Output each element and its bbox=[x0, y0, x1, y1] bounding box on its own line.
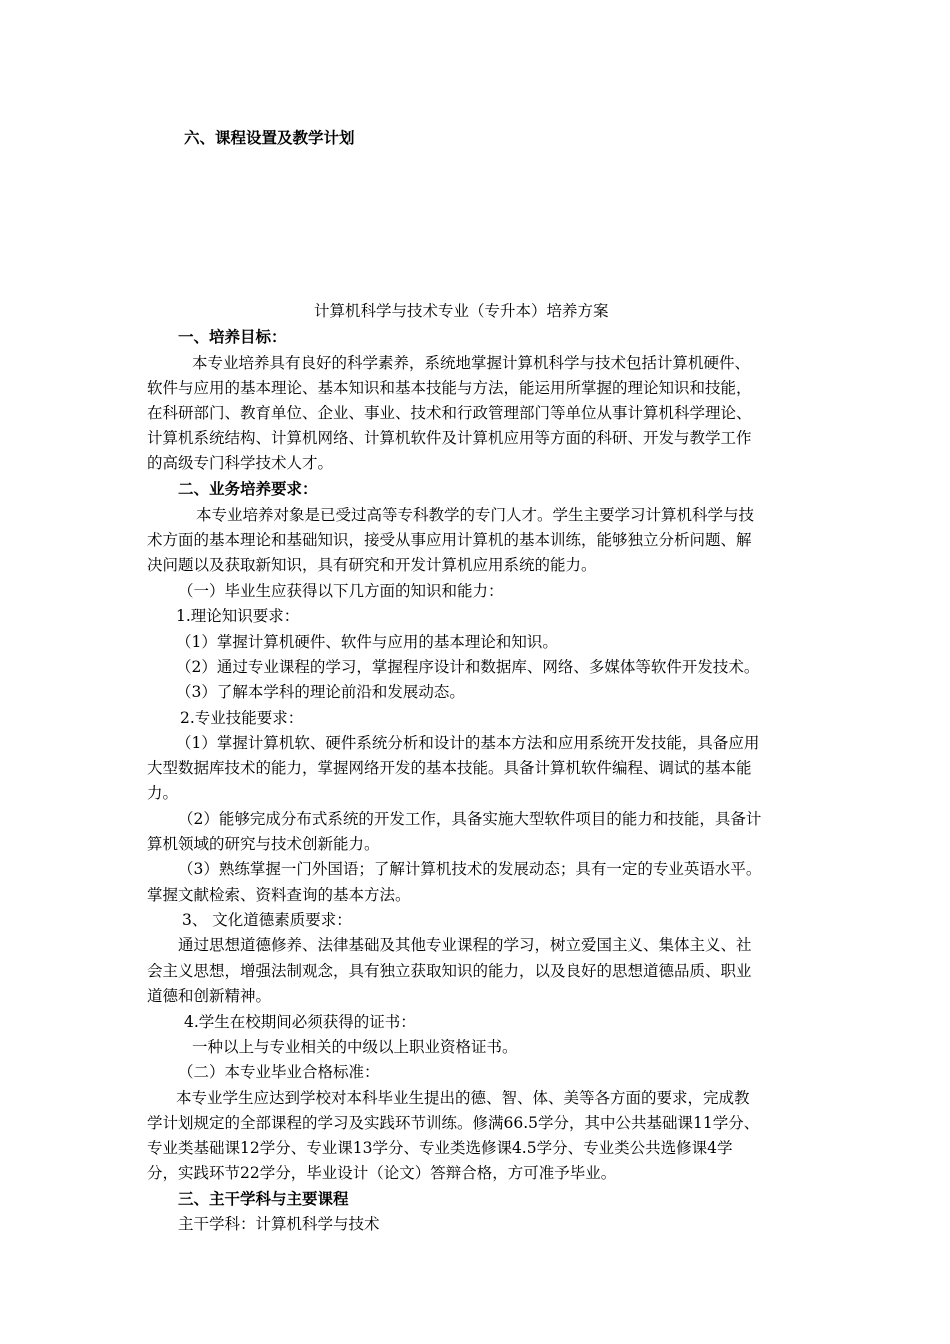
cert-line: 一种以上与专业相关的中级以上职业资格证书。 bbox=[192, 1038, 518, 1056]
goals-line: 的高级专门科学技术人才。 bbox=[147, 454, 334, 472]
theory-item: （1）掌握计算机硬件、软件与应用的基本理论和知识。 bbox=[176, 633, 558, 651]
theory-heading: 1.理论知识要求： bbox=[176, 607, 300, 625]
theory-item: （3）了解本学科的理论前沿和发展动态。 bbox=[176, 683, 465, 701]
standard-line: 分，实践环节22学分，毕业设计（论文）答辩合格，方可准予毕业。 bbox=[147, 1164, 617, 1182]
plan-title: 计算机科学与技术专业（专升本）培养方案 bbox=[314, 302, 609, 320]
culture-line: 道德和创新精神。 bbox=[147, 987, 272, 1005]
skill-item-line: 算机领域的研究与技术创新能力。 bbox=[147, 835, 380, 853]
skill-item-line: 大型数据库技术的能力，掌握网络开发的基本技能。具备计算机软件编程、调试的基本能 bbox=[147, 759, 752, 777]
section-six-heading: 六、课程设置及教学计划 bbox=[184, 128, 355, 147]
culture-line: 通过思想道德修养、法律基础及其他专业课程的学习，树立爱国主义、集体主义、社 bbox=[178, 936, 752, 954]
cert-heading: 4.学生在校期间必须获得的证书： bbox=[184, 1013, 416, 1031]
goals-line: 软件与应用的基本理论、基本知识和基本技能与方法，能运用所掌握的理论知识和技能， bbox=[147, 379, 752, 397]
requirements-intro-line: 决问题以及获取新知识，具有研究和开发计算机应用系统的能力。 bbox=[147, 556, 597, 574]
skill-heading: 2.专业技能要求： bbox=[180, 709, 304, 727]
skill-item-line: 力。 bbox=[147, 784, 179, 802]
standard-line: 本专业学生应达到学校对本科毕业生提出的德、智、体、美等各方面的要求，完成教 bbox=[176, 1089, 750, 1107]
courses-heading: 三、主干学科与主要课程 bbox=[178, 1189, 349, 1208]
requirements-heading: 二、业务培养要求： bbox=[178, 479, 318, 498]
culture-heading: 3、 文化道德素质要求： bbox=[182, 911, 352, 929]
skill-item-line: 掌握文献检索、资料查询的基本方法。 bbox=[147, 886, 411, 904]
part-two-heading: （二）本专业毕业合格标准： bbox=[178, 1063, 380, 1081]
goals-line: 本专业培养具有良好的科学素养，系统地掌握计算机科学与技术包括计算机硬件、 bbox=[192, 354, 751, 372]
goals-heading: 一、培养目标： bbox=[178, 327, 287, 346]
skill-item-line: （3）熟练掌握一门外国语；了解计算机技术的发展动态；具有一定的专业英语水平。 bbox=[178, 860, 762, 878]
standard-line: 专业类基础课12学分、专业课13学分、专业类选修课4.5学分、专业类公共选修课4学 bbox=[147, 1139, 733, 1157]
main-discipline: 主干学科：计算机科学与技术 bbox=[178, 1215, 380, 1233]
skill-item-line: （1）掌握计算机软、硬件系统分析和设计的基本方法和应用系统开发技能，具备应用 bbox=[176, 734, 760, 752]
requirements-intro-line: 术方面的基本理论和基础知识，接受从事应用计算机的基本训练，能够独立分析问题、解 bbox=[147, 531, 752, 549]
goals-line: 在科研部门、教育单位、企业、事业、技术和行政管理部门等单位从事计算机科学理论、 bbox=[147, 404, 752, 422]
part-one-heading: （一）毕业生应获得以下几方面的知识和能力： bbox=[178, 582, 504, 600]
standard-line: 学计划规定的全部课程的学习及实践环节训练。修满66.5学分，其中公共基础课11学分、 bbox=[147, 1114, 760, 1132]
theory-item: （2）通过专业课程的学习，掌握程序设计和数据库、网络、多媒体等软件开发技术。 bbox=[176, 658, 760, 676]
skill-item-line: （2）能够完成分布式系统的开发工作，具备实施大型软件项目的能力和技能，具备计 bbox=[178, 810, 762, 828]
requirements-intro-line: 本专业培养对象是已受过高等专科教学的专门人才。学生主要学习计算机科学与技 bbox=[196, 506, 755, 524]
culture-line: 会主义思想，增强法制观念，具有独立获取知识的能力，以及良好的思想道德品质、职业 bbox=[147, 962, 752, 980]
goals-line: 计算机系统结构、计算机网络、计算机软件及计算机应用等方面的科研、开发与教学工作 bbox=[147, 429, 752, 447]
